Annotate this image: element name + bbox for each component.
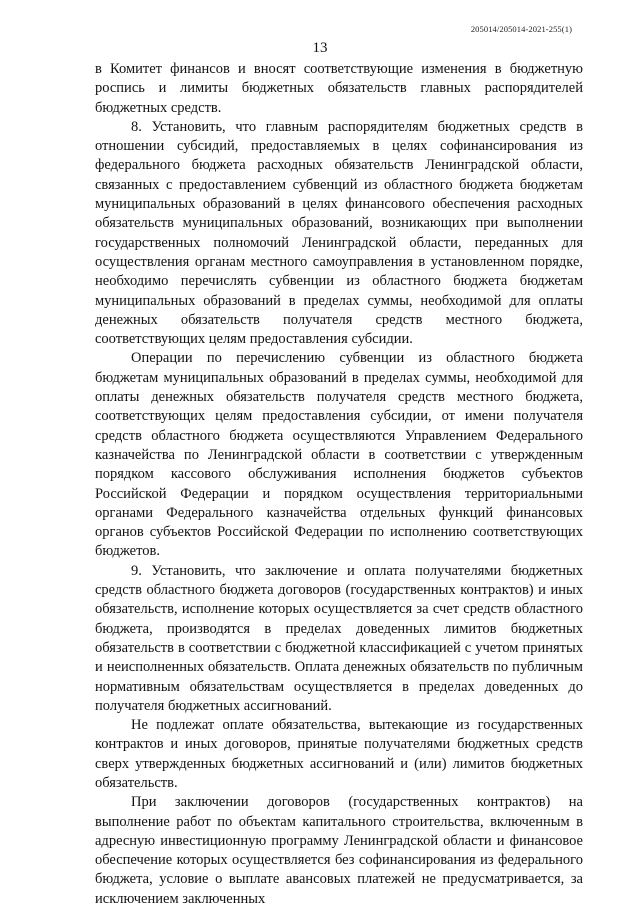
paragraph-non-payable-obligations: Не подлежат оплате обязательства, вытекающие из государственных контрактов и иных договоров, принятые получателями бюджетных средств сверх утвержденных бюджетных ассигнований и (или) лимитов бюджетных обязательств.	[95, 717, 583, 791]
document-id: 205014/205014-2021-255(1)	[470, 24, 572, 34]
paragraph-contract-advances: При заключении договоров (государственных контрактов) на выполнение работ по объектам капитального строительства, включенным в адресную инвестиционную программу Ленинградской области и финансовое обеспечение которых осуществляется без софинансирования из федерального бюджета, условие о выплате авансовых платежей не предусматривается, за исключением заключенных	[95, 794, 583, 907]
paragraph-clause-9: 9. Установить, что заключение и оплата получателями бюджетных средств областного бюджета договоров (государственных контрактов) и иных обязательств, исполнение которых осуществляется за счет средств областного бюджета, производятся в пределах доведенных лимитов бюджетных обязательств в соответствии с бюджетной классификацией с учетом принятых и неисполненных обязательств. Оплата денежных обязательств по публичным нормативным обязательствам осуществляется в пределах доведенных до получателя бюджетных ассигнований.	[95, 562, 583, 714]
page-number: 13	[312, 40, 328, 56]
paragraph-continuation: в Комитет финансов и вносят соответствующие изменения в бюджетную роспись и лимиты бюджетных обязательств главных распорядителей бюджетных средств.	[95, 61, 583, 116]
paragraph-clause-8: 8. Установить, что главным распорядителям бюджетных средств в отношении субсидий, предоставляемых в целях софинансирования из федерального бюджета расходных обязательств Ленинградской области, связанных с предоставлением субвенций из областного бюджета бюджетам муниципальных образований в целях финансового обеспечения расходных обязательств муниципальных образований, возникающих при выполнении государственных полномочий Ленинградской области, переданных для осуществления органам местного самоуправления в установленном порядке, необходимо перечислять субвенции из областного бюджета бюджетам муниципальных образований в пределах суммы, необходимой для оплаты денежных обязательств получателя средств местного бюджета, соответствующих целям предоставления субсидии.	[95, 118, 583, 348]
document-body	[95, 60, 583, 909]
paragraph-subvention-operations: Операции по перечислению субвенции из областного бюджета бюджетам муниципальных образований в пределах суммы, необходимой для оплаты денежных обязательств получателя средств местного бюджета, соответствующих целям предоставления субсидии, от имени получателя средств областного бюджета осуществляются Управлением Федерального казначейства по Ленинградской области в соответствии с утвержденным порядком кассового обслуживания исполнения бюджетов субъектов Российской Федерации и порядком осуществления территориальными органами Федерального казначейства отдельных функций финансовых органов субъектов Российской Федерации по исполнению соответствующих бюджетов.	[95, 350, 583, 560]
